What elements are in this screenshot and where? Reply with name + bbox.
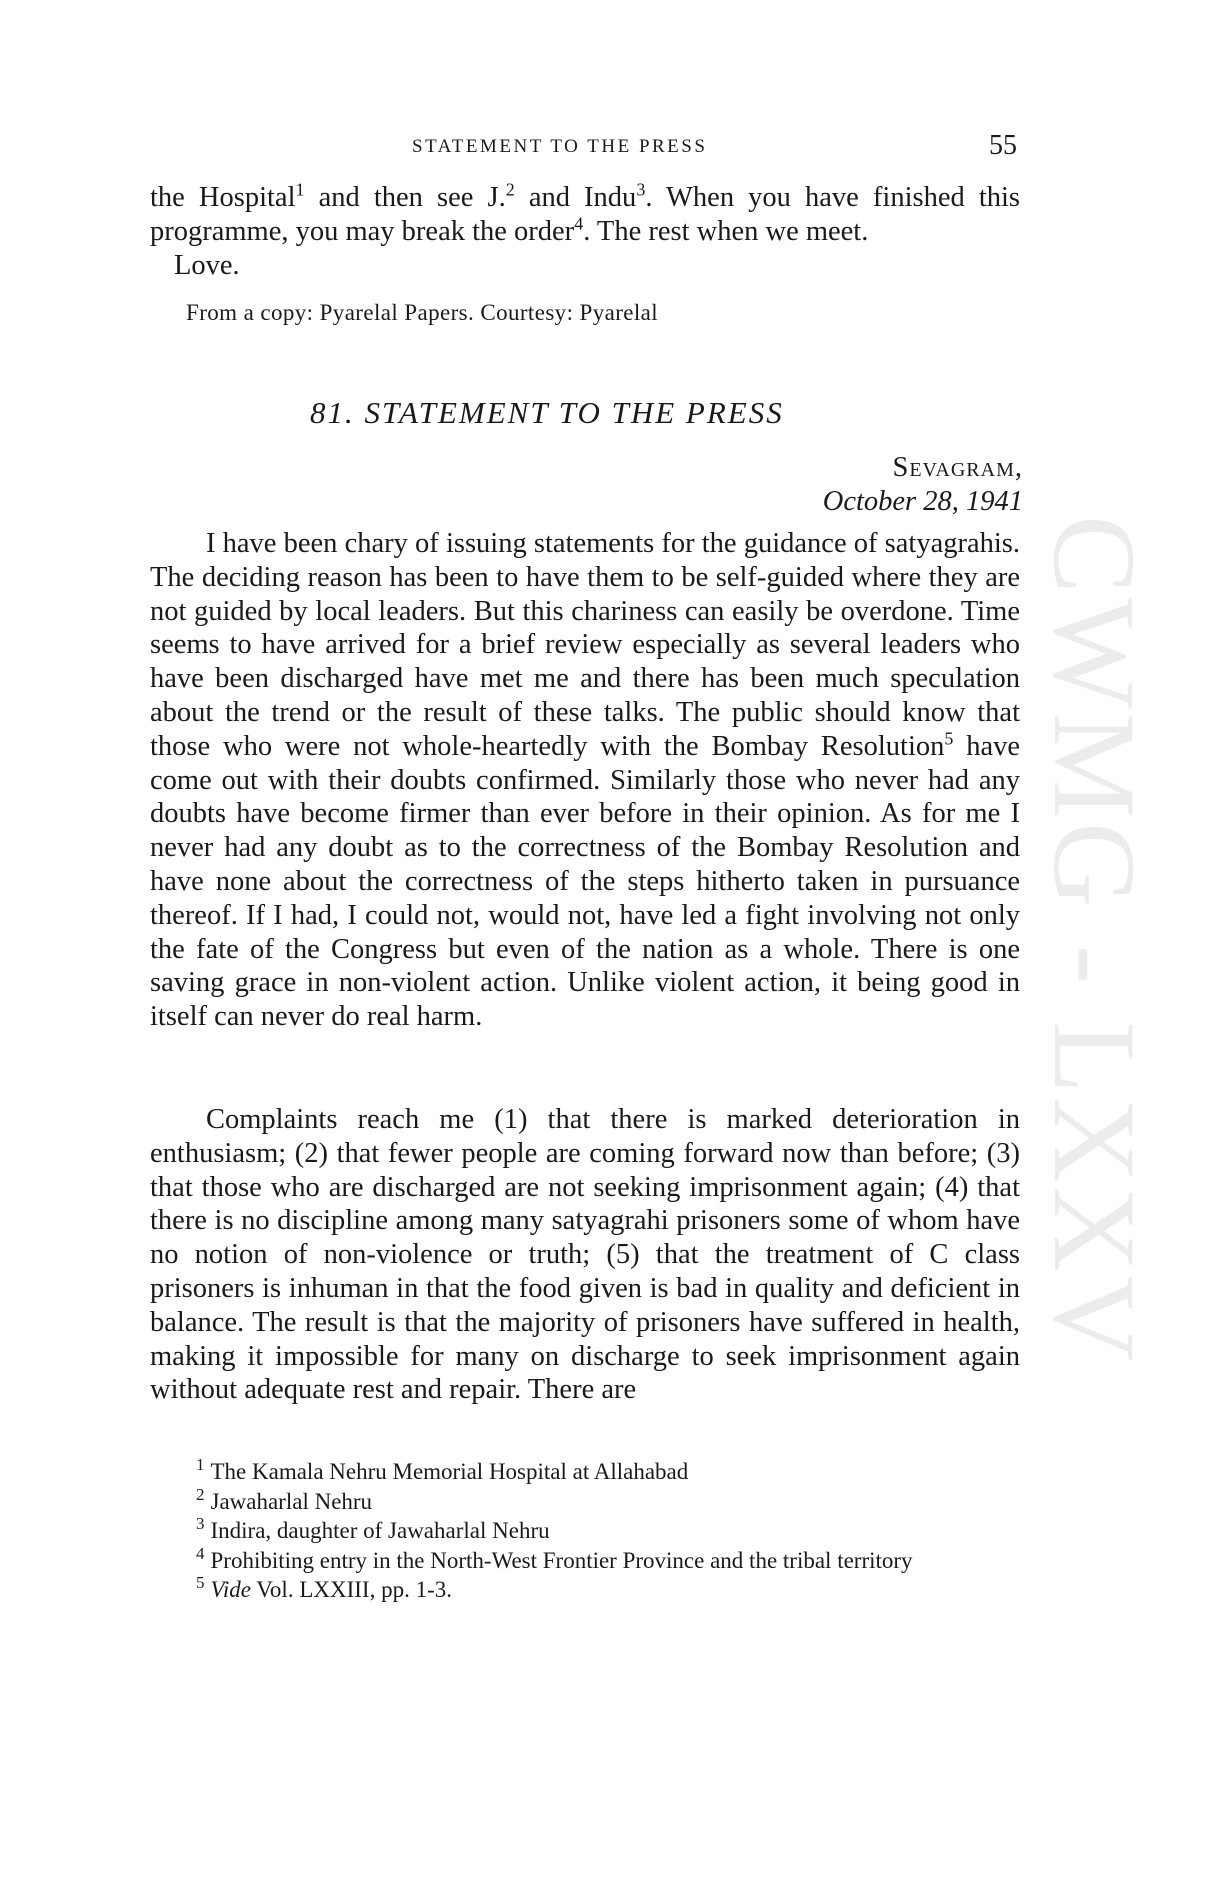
footnote-ref-2: 2	[505, 179, 515, 200]
dateline-date: October 28, 1941	[822, 486, 1023, 517]
article-paragraph-1: I have been chary of issuing statements for the guidance of satyagrahis. The deciding reason has been to have them to be self-guided where they are not guided by local leaders. But this chariness can easily be overdone. Time seems to have arrived for a brief review especially as several leaders who have been discharged have met me and there has been much speculation about the trend or the result of these talks. The public should know that those who were not whole-heartedly with the Bombay Resolution$^5$ have come out with their doubts confirmed. Similarly those who never had any doubts have become firmer than ever before in their opinion. As for me I never had any doubt as to the correctness of the Bombay Resolution and have none about the correctness of the steps hitherto taken in pursuance thereof. If I had, I could not, would not, have led a fight involving not only the fate of the Congress but even of the nation as a whole. There is one saving grace in non-violent action. Unlike violent action, it being good in itself can never do real harm.	[150, 528, 1020, 1033]
footnote-ref-3: 3	[636, 179, 646, 200]
footnotes	[148, 1457, 1028, 1605]
footnote-ref-5: 5	[944, 728, 954, 749]
footnote-ref-1: 1	[295, 179, 305, 200]
page-number: 55	[989, 130, 1017, 161]
footnote-ref-4: 4	[574, 213, 584, 234]
article-paragraph-2: Complaints reach me (1) that there is marked deterioration in enthusiasm; (2) that fewer people are coming forward now than before; (3) that those who are discharged are not seeking imprisonment again; (4) that there is no discipline among many satyagrahi prisoners some of whom have no notion of non-violence or truth; (5) that the treatment of C class prisoners is inhuman in that the food given is bad in quality and deficient in balance. The result is that the majority of prisoners have suffered in health, making it impossible for many on discharge to seek imprisonment again without adequate rest and repair. There are	[150, 1104, 1020, 1406]
footnote-5: $^5$ Vide Vol. LXXIII, pp. 1-3.	[196, 1573, 452, 1602]
letter-continuation	[150, 181, 1020, 282]
article-title: 81. STATEMENT TO THE PRESS	[310, 395, 784, 430]
dateline-place: Sevagram,	[892, 452, 1023, 483]
running-head: STATEMENT TO THE PRESS	[412, 136, 708, 157]
footnote-4: $^4$ Prohibiting entry in the North-West Frontier Province and the tribal territory	[196, 1543, 913, 1573]
watermark: CWMG - LXXV	[1029, 514, 1160, 1366]
footnote-1: $^1$ The Kamala Nehru Memorial Hospital at Allahabad	[196, 1455, 689, 1484]
source-note: From a copy: Pyarelal Papers. Courtesy: Pyarelal	[186, 300, 659, 325]
footnote-2: $^2$ Jawaharlal Nehru	[196, 1484, 373, 1514]
letter-closing: Love.	[174, 249, 240, 281]
footnote-3: $^3$ Indira, daughter of Jawaharlal Nehru	[196, 1514, 550, 1543]
letter-body: the Hospital$^1$ and then see J.$^2$ and Indu$^3$. When you have finished this programme, you may break the order$^4$. The rest when we meet.	[150, 179, 1020, 247]
